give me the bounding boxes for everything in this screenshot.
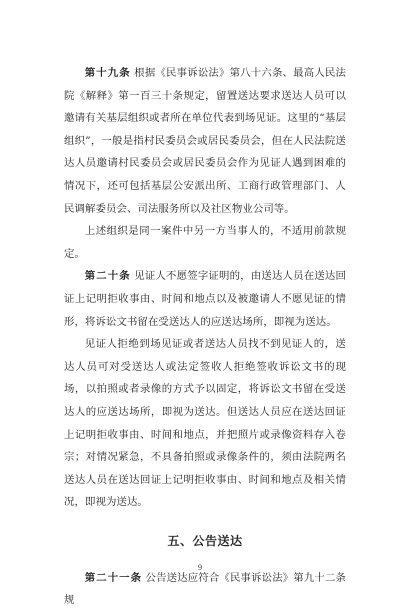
article-21-label: 第二十一条 bbox=[84, 571, 143, 584]
article-19-label: 第十九条 bbox=[84, 67, 131, 79]
article-20-second-paragraph: 见证人拒绝到场见证或者送达人员找不到见证人的，送达人员可对受送达人或法定签收人拒绝签收诉讼文书的现场，以拍照或者录像的方式予以固定，将诉讼文书留在受送达人的应送达场所，即视为送达。但送达人员应在送达回证上记明拒收事由、时间和地点，并把照片或录像资料存入卷宗；对情况紧急，不具备拍照或录像条件的，须由法院两名送达人员在送达回证上记明拒收事由、时间和地点及相关情况，即视为送达。 bbox=[64, 338, 346, 509]
section-title: 五、公告送达 bbox=[167, 533, 243, 548]
article-19-text: 根据《民事诉讼法》第八十六条、最高人民法院《解释》第一百三十条规定，留置送达要求送达人员可以邀请有关基层组织或者所在单位代表到场见证。这里的“基层组织”，一般是指村民委员会或居民委员会，但在人民法院送达人员邀请村民委员会或居民委员会作为见证人遇到困难的情况下，还可包括基层公安派出所、工商行政管理部门、人民调解委员会、司法服务所以及社区物业公司等。 bbox=[64, 67, 347, 215]
article-21-text: 公告送达应符合《民事诉讼法》第九十二条规 bbox=[64, 571, 347, 607]
article-20-paragraph bbox=[64, 265, 346, 333]
article-20-text: 见证人不愿签字证明的，由送达人员在送达回证上记明拒收事由、时间和地点以及被邀请人不愿见证的情形，将诉讼文书留在受送达人的应送达场所，即视为送达。 bbox=[64, 270, 347, 328]
article-20-label: 第二十条 bbox=[84, 270, 131, 283]
article-19-paragraph bbox=[64, 62, 346, 220]
document-body bbox=[64, 62, 346, 612]
page-number: 9 bbox=[197, 564, 203, 572]
article-21-paragraph bbox=[64, 567, 346, 612]
article-19-note: 上述组织是同一案件中另一方当事人的，不适用前款规定。 bbox=[64, 225, 346, 260]
